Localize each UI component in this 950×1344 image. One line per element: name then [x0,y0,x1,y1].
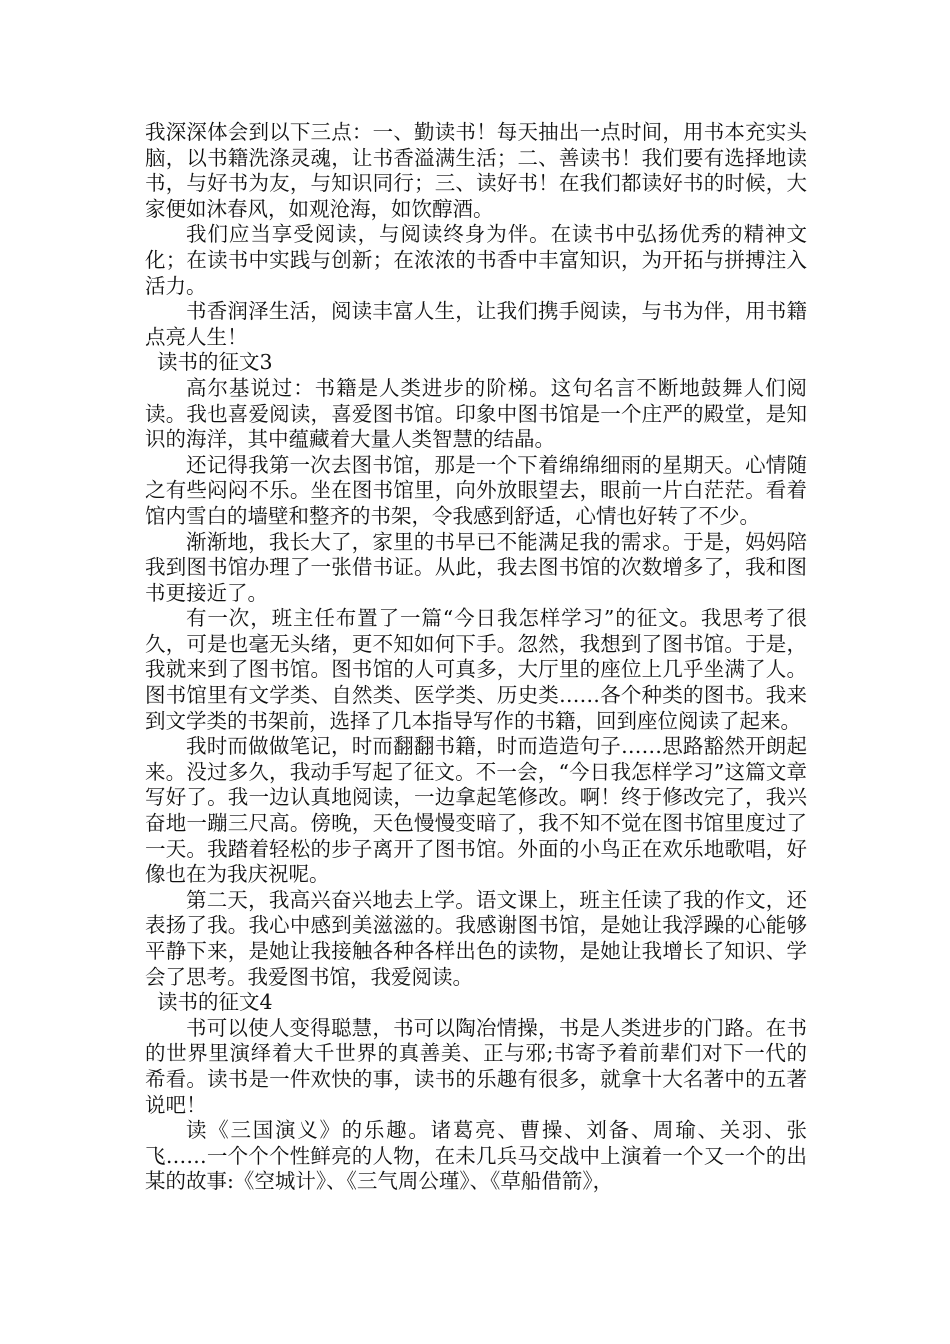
paragraph: 有一次，班主任布置了一篇“今日我怎样学习”的征文。我思考了很久，可是也毫无头绪，更不知如何下手。忽然，我想到了图书馆。于是，我就来到了图书馆。图书馆的人可真多，大厅里的座位上几乎坐满了人。图书馆里有文学类、自然类、医学类、历史类……各个种类的图书。我来到文学类的书架前，选择了几本指导写作的书籍，回到座位阅读了起来。 [145,606,807,733]
paragraph: 我时而做做笔记，时而翻翻书籍，时而造造句子……思路豁然开朗起来。没过多久，我动手写起了征文。不一会，“今日我怎样学习”这篇文章写好了。我一边认真地阅读，一边拿起笔修改。啊！终于修改完了，我兴奋地一蹦三尺高。傍晚，天色慢慢变暗了，我不知不觉在图书馆里度过了一天。我踏着轻松的步子离开了图书馆。外面的小鸟正在欢乐地歌唱，好像也在为我庆祝呢。 [145,734,807,887]
section-heading: 读书的征文4 [157,990,273,1015]
paragraph: 书香润泽生活，阅读丰富人生，让我们携手阅读，与书为伴，用书籍点亮人生！ [145,299,807,349]
paragraph: 还记得我第一次去图书馆，那是一个下着绵绵细雨的星期天。心情随之有些闷闷不乐。坐在图书馆里，向外放眼望去，眼前一片白茫茫。看着馆内雪白的墙壁和整齐的书架，令我感到舒适，心情也好转了不少。 [145,452,807,528]
paragraph: 第二天，我高兴奋兴地去上学。语文课上，班主任读了我的作文，还表扬了我。我心中感到美滋滋的。我感谢图书馆，是她让我浮躁的心能够平静下来，是她让我接触各种各样出色的读物，是她让我增长了知识、学会了思考。我爱图书馆，我爱阅读。 [145,887,807,989]
paragraph: 我深深体会到以下三点：一、勤读书！每天抽出一点时间，用书本充实头脑，以书籍洗涤灵魂，让书香溢满生活；二、善读书！我们要有选择地读书，与好书为友，与知识同行；三、读好书！在我们都读好书的时候，大家便如沐春风，如观沧海，如饮醇酒。 [145,120,807,221]
paragraph: 书可以使人变得聪慧，书可以陶冶情操，书是人类进步的门路。在书的世界里演绎着大千世界的真善美、正与邪;书寄予着前辈们对下一代的希看。读书是一件欢快的事，读书的乐趣有很多，就拿十大名著中的五著说吧！ [145,1015,807,1117]
section-heading: 读书的征文3 [157,350,273,375]
paragraph: 读《三国演义》的乐趣。诸葛亮、曹操、刘备、周瑜、关羽、张飞……一个个个性鲜亮的人物，在未几兵马交战中上演着一个又一个的出某的故事:《空城计》、《三气周公瑾》、《草船借箭》， [145,1118,807,1194]
paragraph: 高尔基说过：书籍是人类进步的阶梯。这句名言不断地鼓舞人们阅读。我也喜爱阅读，喜爱图书馆。印象中图书馆是一个庄严的殿堂，是知识的海洋，其中蕴藏着大量人类智慧的结晶。 [145,375,807,452]
paragraph: 渐渐地，我长大了，家里的书早已不能满足我的需求。于是，妈妈陪我到图书馆办理了一张借书证。从此，我去图书馆的次数增多了，我和图书更接近了。 [145,529,807,605]
paragraph: 我们应当享受阅读，与阅读终身为伴。在读书中弘扬优秀的精神文化；在读书中实践与创新；在浓浓的书香中丰富知识，为开拓与拼搏注入活力。 [145,222,807,298]
document-body [145,120,807,1195]
